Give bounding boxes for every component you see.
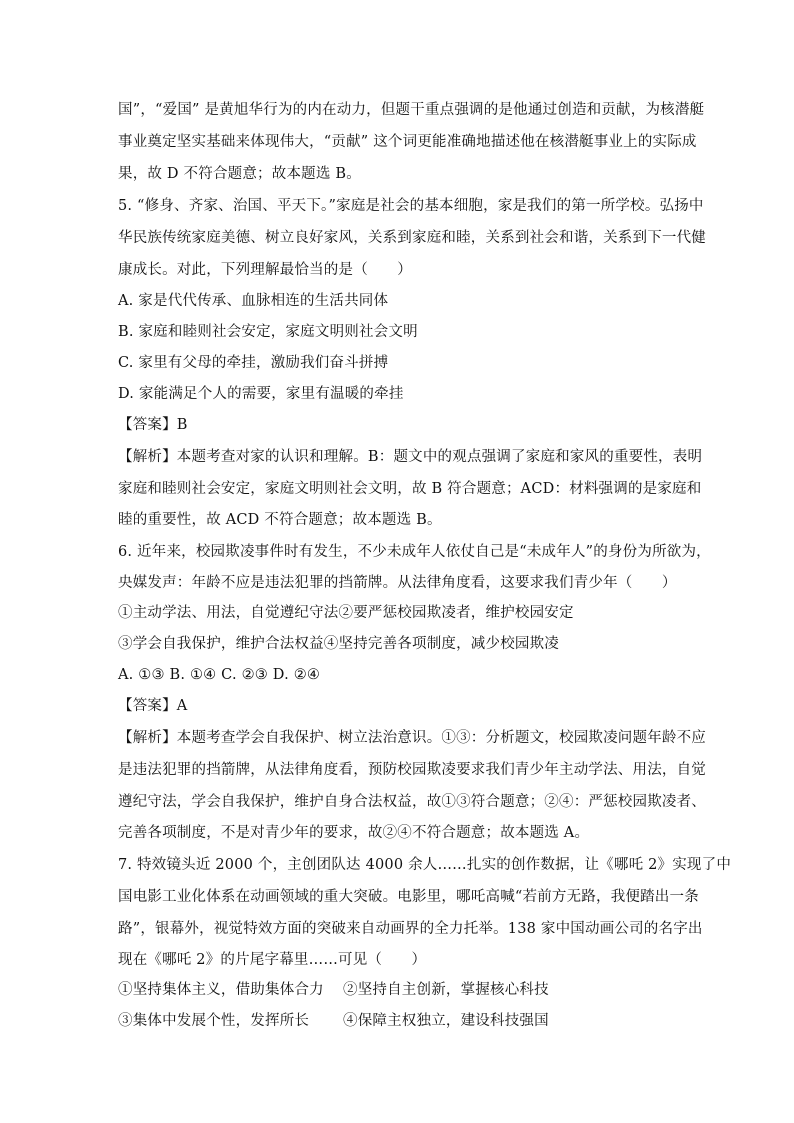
- statement-2: ②坚持自主创新，掌握核心科技: [343, 982, 549, 998]
- text-line: 完善各项制度，不是对青少年的要求，故②④不符合题意；故本题选 A。: [118, 825, 590, 841]
- question-5-stem: 5. “修身、齐家、治国、平天下。”家庭是社会的基本细胞，家是我们的第一所学校。弘扬中: [118, 198, 704, 214]
- text-line: 国”，“爱国” 是黄旭华行为的内在动力，但题干重点强调的是他通过创造和贡献，为核潜艇: [118, 102, 705, 118]
- statement-1: ①坚持集体主义，借助集体合力: [118, 982, 324, 998]
- text-line: 果，故 D 不符合题意；故本题选 B。: [118, 166, 361, 182]
- statement-line: ①主动学法、用法，自觉遵纪守法②要严惩校园欺凌者，维护校园安定: [118, 605, 574, 621]
- analysis-text: 【解析】本题考查学会自我保护、树立法治意识。①③：分析题文，校园欺凌问题年龄不应: [118, 730, 706, 746]
- text-line: 家庭和睦则社会安定，家庭文明则社会文明，故 B 符合题意；ACD：材料强调的是家庭和: [118, 481, 702, 497]
- text-line: 事业奠定坚实基础来体现伟大，“贡献” 这个词更能准确地描述他在核潜艇事业上的实际成: [118, 134, 697, 150]
- analysis-text: 【解析】本题考查对家的认识和理解。B：题文中的观点强调了家庭和家风的重要性，表明: [118, 449, 703, 465]
- option-a: A. 家是代代传承、血脉相连的生活共同体: [118, 293, 389, 309]
- text-line: 是违法犯罪的挡箭牌，从法律角度看，预防校园欺凌要求我们青少年主动学法、用法，自觉: [118, 762, 706, 778]
- text-line: 现在《哪吒 2》的片尾字幕里……可见（ ）: [118, 952, 427, 968]
- question-6-stem: 6. 近年来，校园欺凌事件时有发生，不少未成年人依仗自己是“未成年人”的身份为所欲为，: [118, 544, 711, 560]
- text-line: 央媒发声：年龄不应是违法犯罪的挡箭牌。从法律角度看，这要求我们青少年（ ）: [118, 575, 677, 591]
- text-line: 华民族传统家庭美德、树立良好家风，关系到家庭和睦，关系到社会和谐，关系到下一代健: [118, 230, 706, 246]
- option-b: B. 家庭和睦则社会安定，家庭文明则社会文明: [118, 324, 418, 340]
- text-line: 国电影工业化体系在动画领域的重大突破。电影里，哪吒高喊“若前方无路，我便踏出一条: [118, 889, 699, 905]
- text-line: 遵纪守法，学会自我保护，维护自身合法权益，故①③符合题意；②④：严惩校园欺凌者、: [118, 794, 706, 810]
- answer-label: 【答案】B: [118, 417, 188, 433]
- statement-line: ③学会自我保护，维护合法权益④坚持完善各项制度，减少校园欺凌: [118, 636, 559, 652]
- text-line: 路”，银幕外，视觉特效方面的突破来自动画界的全力托举。138 家中国动画公司的名字出: [118, 921, 703, 937]
- text-line: 康成长。对此，下列理解最恰当的是（ ）: [118, 262, 412, 278]
- answer-label: 【答案】A: [118, 698, 188, 714]
- text-line: 睦的重要性，故 ACD 不符合题意；故本题选 B。: [118, 512, 442, 528]
- statement-3: ③集体中发展个性，发挥所长: [118, 1013, 310, 1029]
- option-d: D. 家能满足个人的需要，家里有温暖的牵挂: [118, 386, 404, 402]
- statement-4: ④保障主权独立，建设科技强国: [343, 1013, 549, 1029]
- question-7-stem: 7. 特效镜头近 2000 个，主创团队达 4000 余人……扎实的创作数据，让《哪吒 2》实现了中: [118, 857, 732, 873]
- option-c: C. 家里有父母的牵挂，激励我们奋斗拼搏: [118, 355, 389, 371]
- options-line: A. ①③ B. ①④ C. ②③ D. ②④: [118, 667, 321, 683]
